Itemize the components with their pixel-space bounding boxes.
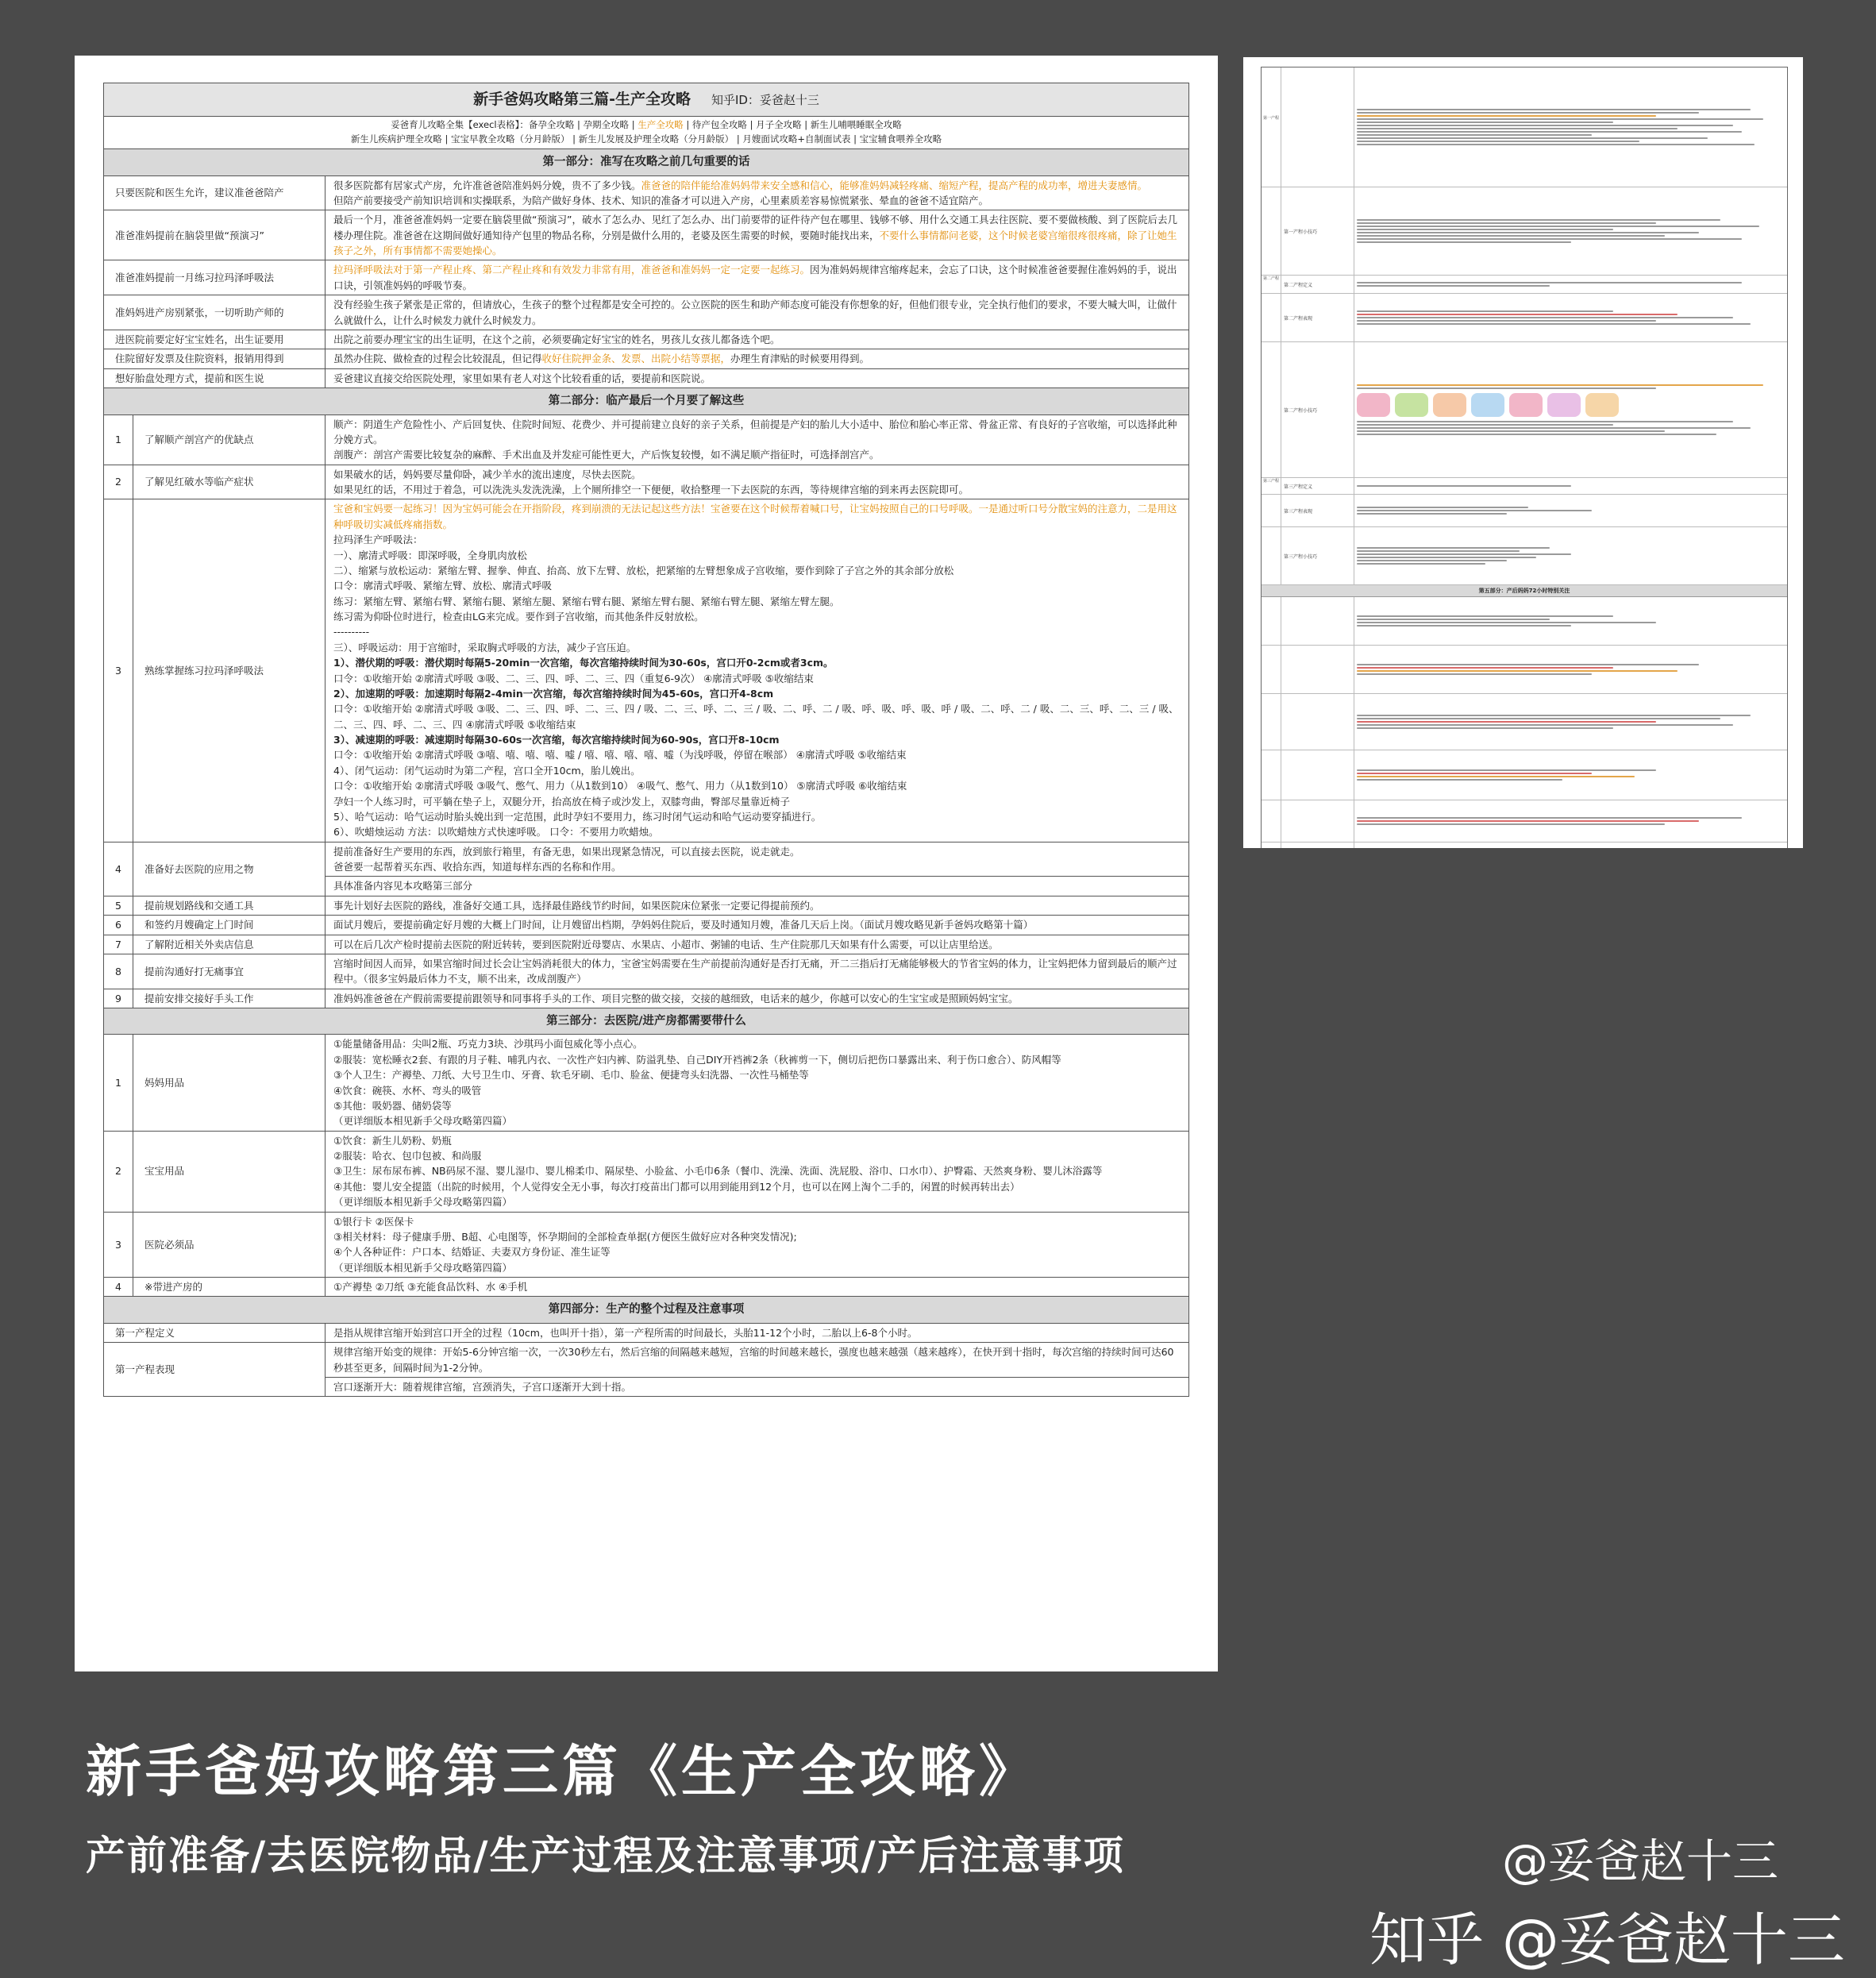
thumb-row: 第三产程 第三产程定义 [1262,478,1787,495]
thumb-row [1262,842,1787,848]
thumb-row: 第二产程 第二产程定义 [1262,276,1787,294]
table-row: 2 宝宝用品 ①饮食：新生儿奶粉、奶瓶 ②服装：哈衣、包巾包被、和尚服 ③卫生：尿布尿布裤、NB码尿不湿、婴儿湿巾、婴儿棉柔巾、隔尿垫、小脸盆、小毛巾6条（餐巾、洗澡、洗面、洗屁股、浴巾、口水巾）、护臀霜、天然爽身粉、婴儿沐浴露等 ④其他：婴儿安全提篮（出院的时候用，个人觉得安全无小事，每次打疫苗出门都可以用到能用到12个月，也可以在网上淘个二手的，闲置的时候再转出去） （更详细版本相见新手父母攻略第四篇） [104,1131,1189,1212]
table-row: 想好胎盘处理方式，提前和医生说 妥爸建议直接交给医院处理，家里如果有老人对这个比较看重的话，要提前和医院说。 [104,368,1189,388]
section-header: 第三部分：去医院/进产房都需要带什么 [104,1008,1189,1035]
nav-links-a: 妥爸育儿攻略全集【execl表格】：备孕全攻略 | 孕期全攻略 | [391,119,638,131]
table-row: 7 了解附近相关外卖店信息 可以在后几次产检时提前去医院的附近转转，要到医院附近母婴店、水果店、小超市、粥铺的电话、生产住院那几天如果有什么需要，可以让店里给送。 [104,935,1189,954]
doc-author: 知乎ID：妥爸赵十三 [711,93,819,107]
series-nav [104,117,1189,149]
thumb-row [1262,800,1787,842]
table-row: 4 ※带进产房的 ①产褥垫 ②刀纸 ③充能食品饮料、水 ④手机 [104,1278,1189,1297]
position-illustrations [1357,393,1785,417]
table-row: 9 提前安排交接好手头工作 准妈妈准爸爸在产假前需要提前跟领导和同事将手头的工作、项目完整的做交接，交接的越细致，电话来的越少，你越可以安心的生宝宝或是照顾妈妈宝宝。 [104,989,1189,1008]
caption-title: 新手爸妈攻略第三篇《生产全攻略》 [86,1738,1038,1804]
table-row: 准爸准妈提前一月练习拉玛泽呼吸法 拉玛泽呼吸法对于第一产程止疼、第二产程止疼和有效发力非常有用，准爸爸和准妈妈一定一定要一起练习。因为准妈妈规律宫缩疼起来，会忘了口诀，这个时候准爸爸要握住准妈妈的手，说出口诀，引领准妈妈的呼吸节奏。 [104,260,1189,295]
author-handle: @妥爸赵十三 [1502,1834,1779,1888]
thumb-row: 第三产程小技巧 [1262,527,1787,585]
table-row: 8 提前沟通好打无痛事宜 宫缩时间因人而异，如果宫缩时间过长会让宝妈消耗很大的体力，宝爸宝妈需要在生产前提前沟通好是否打无痛，开二三指后打无痛能够极大的节省宝妈的体力，让宝妈把体力留到最后的顺产过程中。（很多宝妈最后体力不支，顺不出来，改成剖腹产） [104,954,1189,989]
table-row: 3 医院必须品 ①银行卡 ②医保卡 ③相关材料：母子健康手册、B超、心电图等，怀孕期间的全部检查单据(方便医生做好应对各种突发情况); ④个人各种证件：户口本、结婚证、夫妻双方身份证、准生证等 （更详细版本相见新手父母攻略第四篇） [104,1212,1189,1278]
table-title-row [104,83,1189,117]
table-row: 第一产程表现 规律宫缩开始变的规律：开始5-6分钟宫缩一次，一次30秒左右，然后宫缩的间隔越来越短，宫缩的时间越来越长，强度也越来越强（越来越疼），在快开到十指时，每次宫缩的持续时间可达60秒甚至更多，间隔时间为1-2分钟。 [104,1343,1189,1378]
table-row: 具体准备内容见本攻略第三部分 [104,877,1189,896]
thumb-row [1262,694,1787,750]
thumb-section-label: 第一产程 [1262,67,1281,187]
table-row: 准爸准妈提前在脑袋里做“预演习” 最后一个月，准爸爸准妈妈一定要在脑袋里做“预演习”，破水了怎么办、见红了怎么办、出门前要带的证件待产包在哪里、钱够不够、用什么交通工具去往医院、要不要做核酸、到了医院后去几楼办理住院。准爸爸在这期间做好通知待产包里的物品名称，分别是做什么用的，老婆及医生需要的时候，要随时能找出来，不要什么事情都问老婆，这个时候老婆宫缩很疼很疼痛，除了让她生孩子之外，所有事情都不需要她操心。 [104,210,1189,260]
table-row: 4 准备好去医院的应用之物 提前准备好生产要用的东西，放到旅行箱里，有备无患，如果出现紧急情况，可以直接去医院，说走就走。 爸爸要一起帮着买东西、收拾东西，知道每样东西的名称和作用。 [104,842,1189,877]
thumb-row [1262,750,1787,800]
thumb-row [1262,67,1787,187]
table-row: 准妈妈进产房别紧张，一切听助产师的 没有经验生孩子紧张是正常的，但请放心，生孩子的整个过程都是安全可控的。公立医院的医生和助产师态度可能没有你想象的好，但他们很专业，完全执行他们的要求，不要大喊大叫，让做什么就做什么，让什么时候发力就什么时候发力。 [104,295,1189,330]
table-row: 6 和签约月嫂确定上门时间 面试月嫂后，要提前确定好月嫂的大概上门时间，让月嫂留出档期，孕妈妈住院后，要及时通知月嫂，准备几天后上岗。（面试月嫂攻略见新手爸妈攻略第十篇） [104,916,1189,935]
nav-current: 生产全攻略 [638,119,684,131]
doc-title: 新手爸妈攻略第三篇-生产全攻略 [473,91,691,108]
thumbnail-table [1261,67,1788,848]
table-row: 第一产程定义 是指从规律宫缩开始到宫口开全的过程（10cm，也叫开十指），第一产程所需的时间最长，头胎11-12个小时，二胎以上6-8个小时。 [104,1323,1189,1342]
thumb-row: 第二产程表现 [1262,294,1787,342]
section-header: 第二部分：临产最后一个月要了解这些 [104,388,1189,414]
thumb-row: 第三产程表现 [1262,495,1787,527]
section-header: 第四部分：生产的整个过程及注意事项 [104,1297,1189,1323]
guide-table [103,83,1189,1397]
section-header: 第一部分：准写在攻略之前几句重要的话 [104,149,1189,175]
thumb-row [1262,646,1787,694]
thumb-row: 第二产程小技巧 [1262,342,1787,478]
zhihu-watermark: 知乎 @妥爸赵十三 [1369,1907,1845,1973]
document-page [75,56,1218,1671]
nav-links-b: | 待产包全攻略 | 月子全攻略 | 新生儿哺喂睡眠全攻略 [683,119,902,131]
table-row: 只要医院和医生允许，建议准爸爸陪产 很多医院都有居家式产房，允许准爸爸陪准妈妈分娩，贵不了多少钱。准爸爸的陪伴能给准妈妈带来安全感和信心，能够准妈妈减轻疼痛、缩短产程，提高产程的成功率，增进夫妻感情。 但陪产前要接受产前知识培训和实操联系，为陪产做好身体、技术、知识的准备才可以进入产房，心里素质差容易惊慌紧张、晕血的爸爸不适宜陪产。 [104,175,1189,210]
caption-subtitle: 产前准备/去医院物品/生产过程及注意事项/产后注意事项 [86,1832,1125,1879]
table-row: 3 熟练掌握练习拉玛泽呼吸法 宝爸和宝妈要一起练习！因为宝妈可能会在开指阶段，疼到崩溃的无法记起这些方法！宝爸要在这个时候帮着喊口号，让宝妈按照自己的口号呼吸。一是通过听口号分散宝妈的注意力，二是用这种呼吸切实减低疼痛指数。 拉玛泽生产呼吸法： 一）、廓清式呼吸：即深呼吸，全身肌肉放松 二）、缩紧与放松运动：紧缩左臂、握拳、伸直、抬高、放下左臂、放松，把紧缩的左臂想象成子宫收缩，要作到除了子宫之外的其余部分放松 口令：廓清式呼吸、紧缩左臂、放松、廓清式呼吸 练习：紧缩左臂、紧缩右臂、紧缩右腿、紧缩左腿、紧缩右臂右腿、紧缩左臂右腿、紧缩右臂左腿、紧缩左臂左腿。 练习需为仰卧位时进行，检查由LG来完成。要作到子宫收缩，而其他条件反射放松。 ---------- 三）、呼吸运动：用于宫缩时，采取胸式呼吸的方法，减少子宫压迫。 1）、潜伏期的呼吸：潜伏期时每隔5-20min一次宫缩，每次宫缩持续时间为30-60s，宫口开0-2cm或者3cm。 口令：①收缩开始 ②廓清式呼吸 ③吸、二、三、四、呼、二、三、四（重复6-9次） ④廓清式呼吸 ⑤收缩结束 2）、加速期的呼吸：加速期时每隔2-4min一次宫缩，每次宫缩持续时间为45-60s，宫口开4-8cm 口令：①收缩开始 ②廓清式呼吸 ③吸、二、三、四、呼、二、三、四 / 吸、二、三、呼、二、三 / 吸、二、呼、二 / 吸、呼、吸、呼、吸、呼 / 吸、二、呼、二 / 吸、二、三、呼、二、三 / 吸、二、三、四、呼、二、三、四 ④廓清式呼吸 ⑤收缩结束 3）、减速期的呼吸：减速期时每隔30-60s一次宫缩，每次宫缩持续时间为60-90s，宫口开8-10cm 口令：①收缩开始 ②廓清式呼吸 ③嘻、嘻、嘻、嘻、嘘 / 嘻、嘻、嘻、嘻、嘘（为浅呼吸，停留在喉部） ④廓清式呼吸 ⑤收缩结束 4）、闭气运动：闭气运动时为第二产程，宫口全开10cm，胎儿娩出。 口令：①收缩开始 ②廓清式呼吸 ③吸气、憋气、用力（从1数到10） ④吸气、憋气、用力（从1数到10） ⑤廓清式呼吸 ⑥收缩结束 孕妇一个人练习时，可平躺在垫子上，双腿分开，抬高放在椅子或沙发上，双膝弯曲，臀部尽量靠近椅子 5）、哈气运动：哈气运动时胎头娩出到一定范围，此时孕妇不要用力，练习时闭气运动和哈气运动要穿插进行。 6）、吹蜡烛运动 方法：以吹蜡烛方式快速呼吸。 口令：不要用力吹蜡烛。 [104,499,1189,842]
table-row: 2 了解见红破水等临产症状 如果破水的话，妈妈要尽量仰卧，减少羊水的流出速度，尽快去医院。 如果见红的话，不用过于着急，可以洗洗头发洗洗澡，上个厕所排空一下便便，收拾整理一下去医院的东西，等待规律宫缩的到来再去医院即可。 [104,465,1189,499]
thumbnail-page [1243,57,1803,848]
thumb-row [1262,597,1787,646]
thumb-section-header: 第五部分：产后妈妈72小时特别关注 [1262,585,1787,597]
table-row: 1 妈妈用品 ①能量储备用品：尖叫2瓶、巧克力3块、沙琪玛小面包威化等小点心。 ②服装：宽松睡衣2套、有跟的月子鞋、哺乳内衣、一次性产妇内裤、防溢乳垫、自己DIY开裆裤2条（秋裤剪一下，侧切后把伤口暴露出来、利于伤口愈合）、防风帽等 ③个人卫生：产褥垫、刀纸、大号卫生巾、牙膏、软毛牙刷、毛巾、脸盆、便捷弯头妇洗器、一次性马桶垫等 ④饮食：碗筷、水杯、弯头的吸管 ⑤其他：吸奶器、储奶袋等 （更详细版本相见新手父母攻略第四篇） [104,1035,1189,1131]
thumb-row: 第一产程小技巧 [1262,187,1787,276]
table-row: 5 提前规划路线和交通工具 事先计划好去医院的路线，准备好交通工具，选择最佳路线节约时间，如果医院床位紧张一定要记得提前预约。 [104,896,1189,915]
table-row: 进医院前要定好宝宝姓名，出生证要用 出院之前要办理宝宝的出生证明，在这个之前，必须要确定好宝宝的姓名，男孩儿女孩儿都备选个吧。 [104,330,1189,349]
table-row: 宫口逐渐开大：随着规律宫缩，宫颈消失，子宫口逐渐开大到十指。 [104,1378,1189,1397]
nav-links-line2: 新生儿疾病护理全攻略 | 宝宝早教全攻略（分月龄版） | 新生儿发展及护理全攻略（分月龄版） | 月嫂面试攻略+自制面试表 | 宝宝辅食喂养全攻略 [350,133,942,145]
table-row: 住院留好发票及住院资料，报销用得到 虽然办住院、做检查的过程会比较混乱，但记得收好住院押金条、发票、出院小结等票据，办理生育津贴的时候要用得到。 [104,349,1189,368]
table-row: 1 了解顺产剖宫产的优缺点 顺产：阴道生产危险性小、产后回复快、住院时间短、花费少、并可提前建立良好的亲子关系，但前提是产妇的胎儿大小适中、胎位和胎心率正常、骨盆正常、有良好的子宫收缩，可以选择此种分娩方式。 剖腹产：剖宫产需要比较复杂的麻醉、手术出血及并发症可能性更大，产后恢复较慢，如不满足顺产指征时，可选择剖宫产。 [104,414,1189,465]
